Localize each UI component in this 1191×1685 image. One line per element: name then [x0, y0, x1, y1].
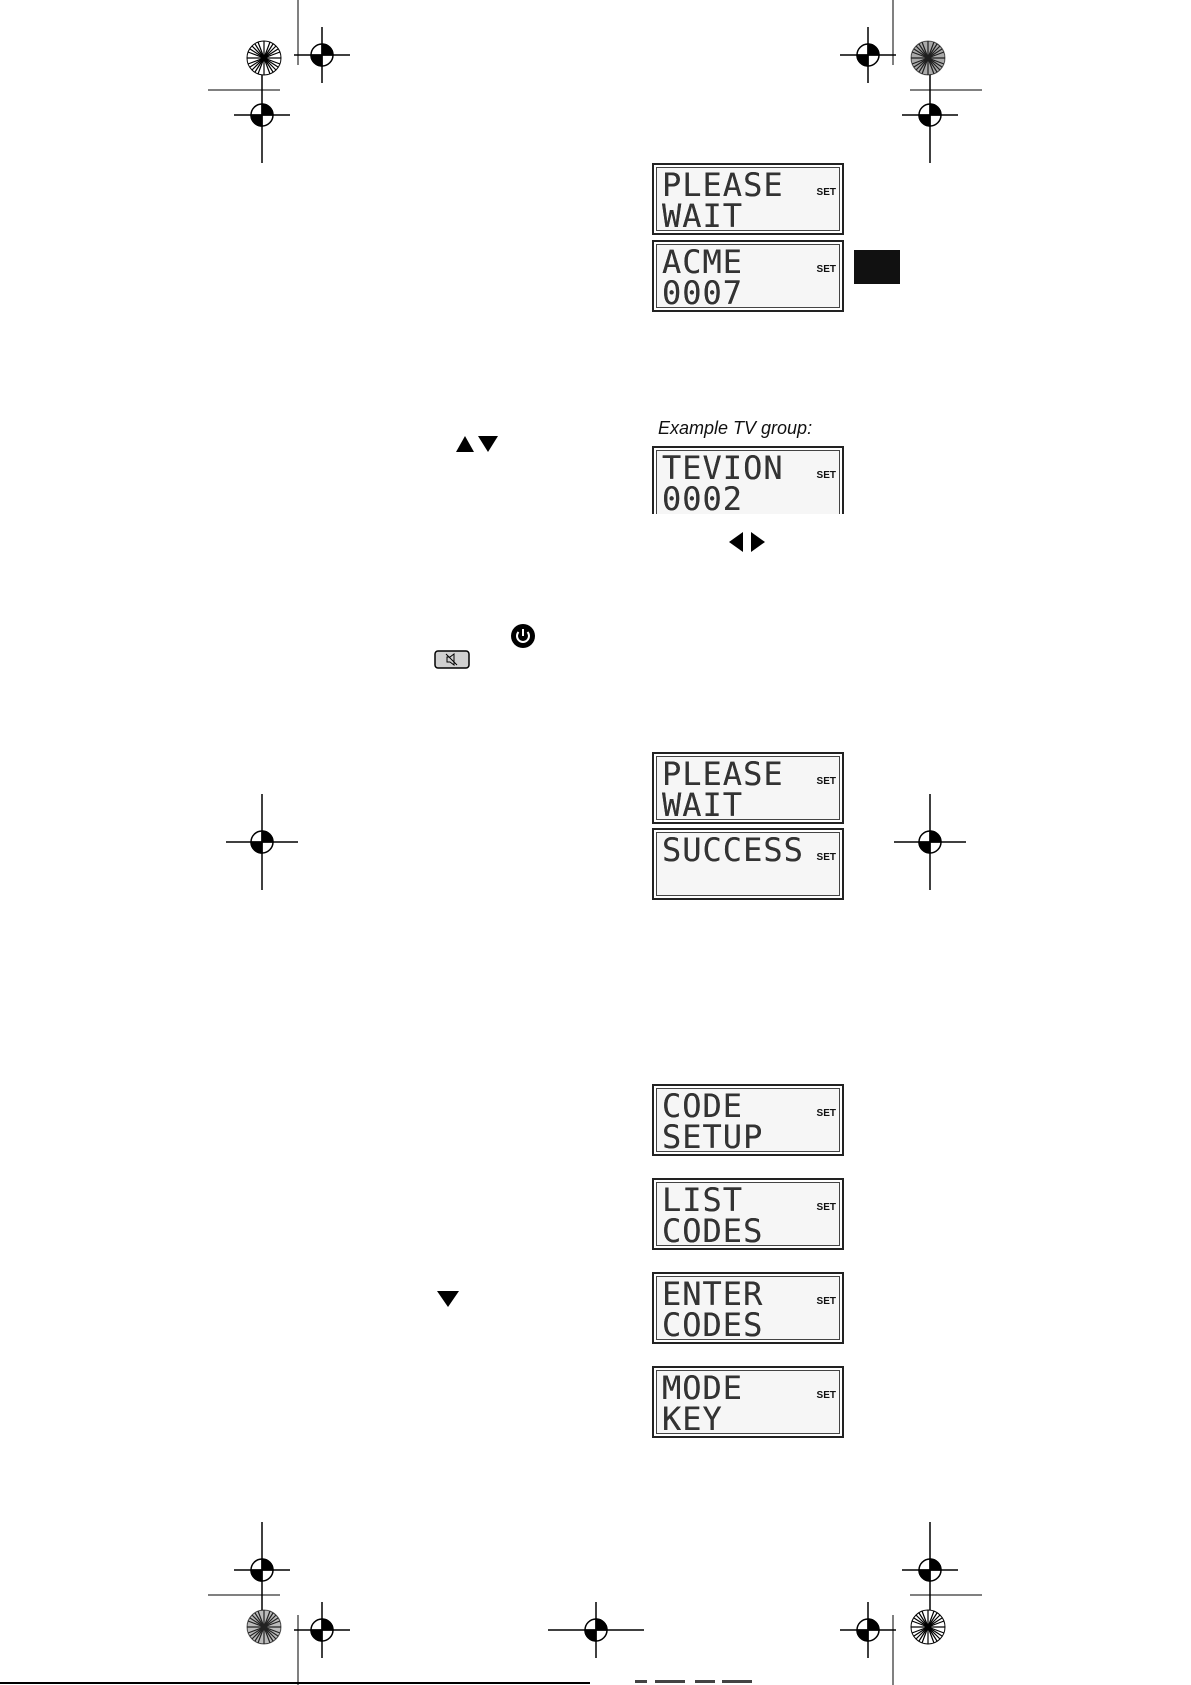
lcd-line-2: 0007 [662, 274, 744, 312]
lcd-line-2: CODES [662, 1212, 764, 1250]
mute-icon [434, 650, 470, 670]
lcd-line-1: MODE [662, 1369, 744, 1407]
lcd-success [652, 828, 844, 900]
lcd-list-codes [652, 1178, 844, 1250]
lcd-line-1: LIST [662, 1181, 744, 1219]
set-indicator: SET [816, 1390, 836, 1401]
lcd-line-2: CODES [662, 1306, 764, 1344]
lcd-line-1: ACME [662, 243, 744, 281]
lcd-line-1: PLEASE [662, 755, 784, 793]
lcd-line-2: SETUP [662, 1118, 764, 1156]
lcd-mode-key [652, 1366, 844, 1438]
set-indicator: SET [816, 1296, 836, 1307]
lcd-acme-code [652, 240, 844, 312]
lcd-line-2: WAIT [662, 197, 744, 235]
lcd-line-1: SUCCESS [662, 831, 804, 869]
lcd-enter-codes [652, 1272, 844, 1344]
lcd-please-wait-2 [652, 752, 844, 824]
lcd-line-2: KEY [662, 1400, 723, 1438]
set-indicator: SET [816, 776, 836, 787]
left-right-arrows-icon [727, 530, 771, 554]
lcd-code-setup [652, 1084, 844, 1156]
lcd-tevion-code [652, 446, 844, 514]
set-indicator: SET [816, 470, 836, 481]
set-indicator: SET [816, 264, 836, 275]
star-target-bottom-left [247, 1610, 281, 1644]
down-arrow-icon [435, 1289, 461, 1309]
lcd-line-1: PLEASE [662, 166, 784, 204]
lcd-please-wait [652, 163, 844, 235]
set-indicator: SET [816, 187, 836, 198]
lcd-line-2: 0002 [662, 480, 744, 514]
up-down-arrows-icon [456, 434, 508, 454]
star-target-top-left [247, 41, 281, 75]
example-caption: Example TV group: [658, 418, 813, 438]
lcd-line-1: TEVION [662, 449, 784, 487]
lcd-line-1: ENTER [662, 1275, 764, 1313]
lcd-line-2: WAIT [662, 786, 744, 824]
set-indicator: SET [816, 1108, 836, 1119]
set-indicator: SET [816, 1202, 836, 1213]
lcd-line-1: CODE [662, 1087, 744, 1125]
star-target-top-right [911, 41, 945, 75]
section-tab [854, 250, 900, 284]
set-indicator: SET [816, 852, 836, 863]
power-icon [510, 623, 536, 649]
star-target-bottom-right [911, 1610, 945, 1644]
